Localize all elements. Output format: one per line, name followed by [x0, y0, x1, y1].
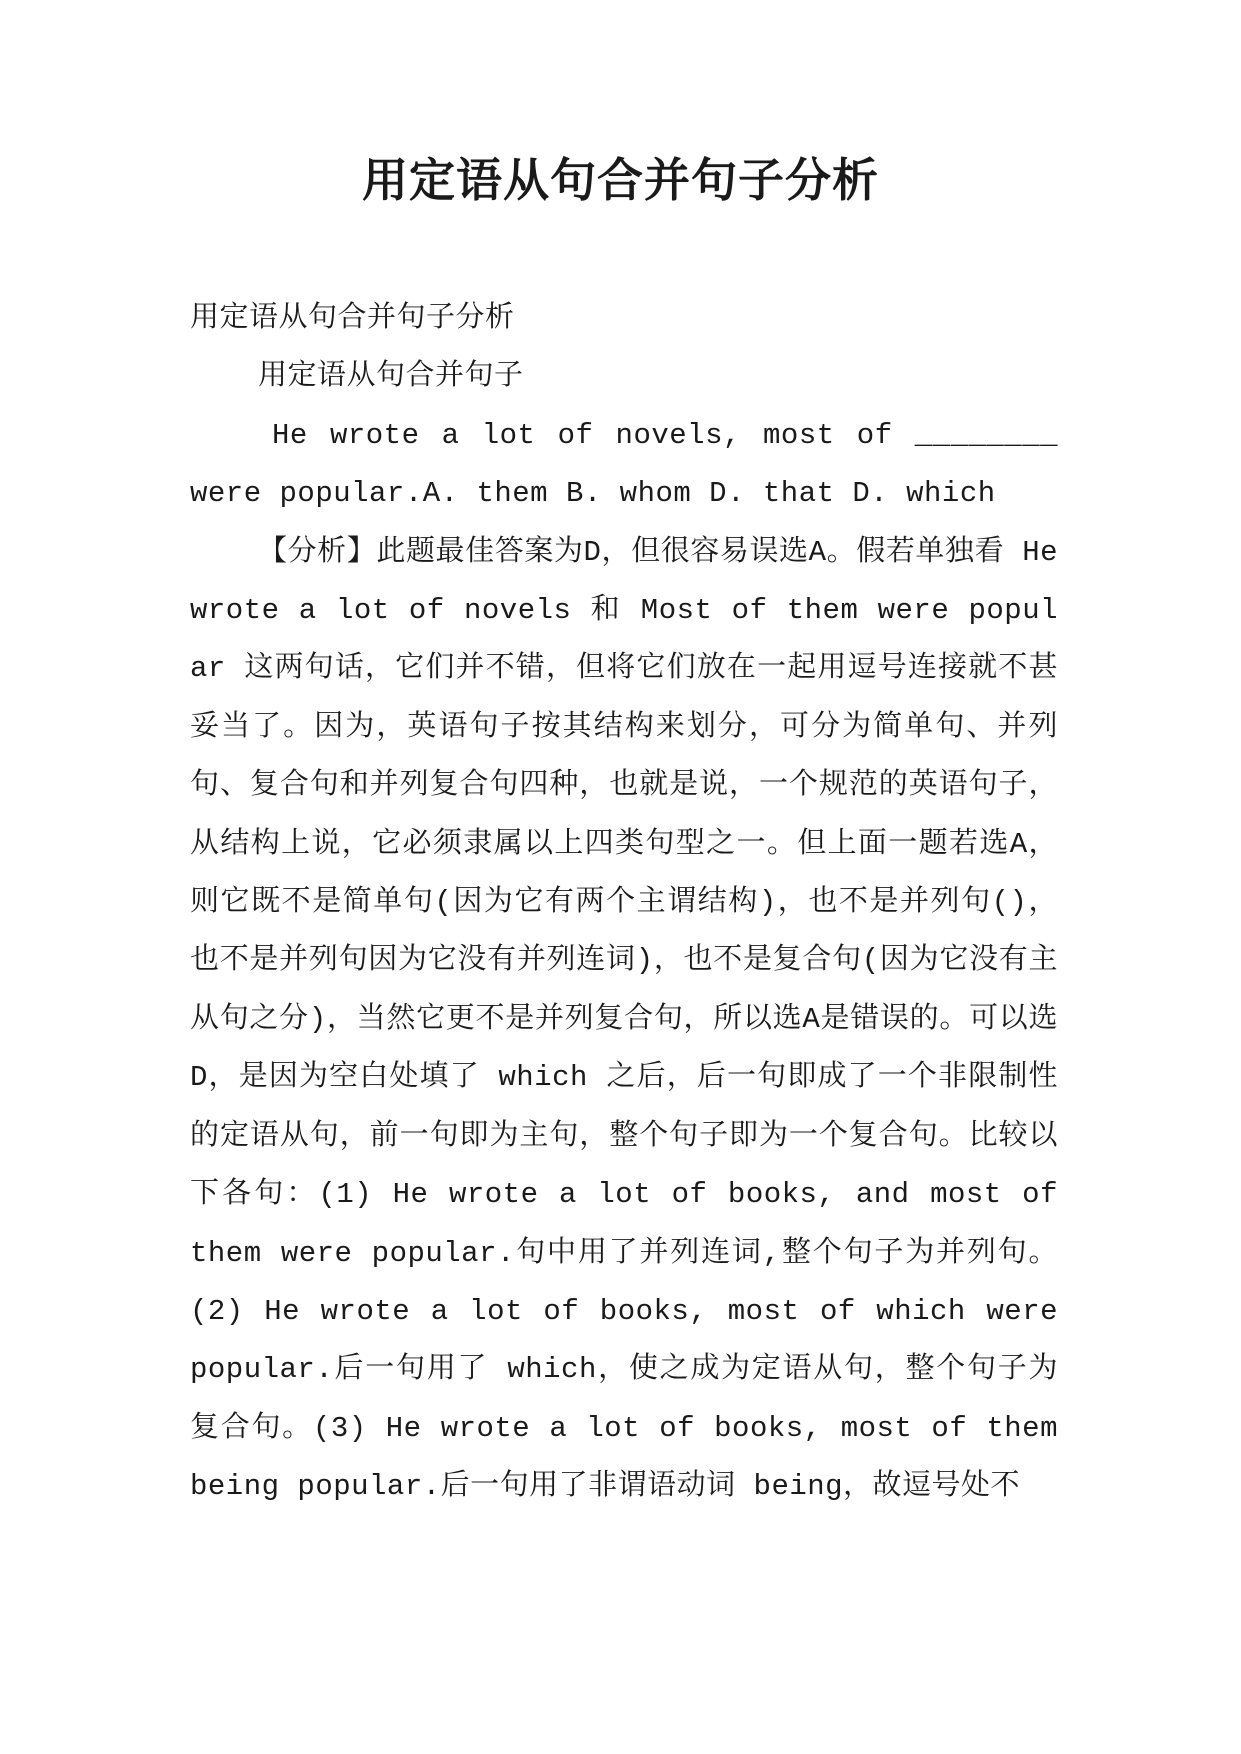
section-heading: 用定语从句合并句子 — [258, 360, 524, 394]
question-line-2: were popular.A. them B. whom D. that D. which — [190, 477, 996, 511]
analysis-paragraph: 【分析】此题最佳答案为D，但很容易误选A。假若单独看 He wrote a lot of novels 和 Most of them were popular 这两句话，它们并不错，但将它们放在一起用逗号连接就不甚妥当了。因为，英语句子按其结构来划分，可分为简单句、并列句、复合句和并列复合句四种，也就是说，一个规范的英语句子，从结构上说，它必须隶属以上四类句型之一。但上面一题若选A，则它既不是简单句(因为它有两个主谓结构)，也不是并列句()，也不是并列句因为它没有并列连词)，也不是复合句(因为它没有主从句之分)，当然它更不是并列复合句，所以选A是错误的。可以选D，是因为空白处填了 which 之后，后一句即成了一个非限制性的定语从句，前一句即为主句，整个句子即为一个复合句。比较以下各句：(1) He wrote a lot of books, and most of them were popular.句中用了并列连词,整个句子为并列句。(2) He wrote a lot of books, most of which were popular.后一句用了 which，使之成为定语从句，整个句子为复合句。(3) He wrote a lot of books, most of them being popular.后一句用了非谓语动词 being，故逗号处不 — [190, 535, 1058, 1504]
document-title: 用定语从句合并句子分析 — [362, 153, 879, 207]
document-subtitle: 用定语从句合并句子分析 — [190, 302, 515, 335]
document-body — [190, 290, 1058, 1517]
question-line-1: He wrote a lot of novels, most of ________ — [272, 418, 1058, 452]
